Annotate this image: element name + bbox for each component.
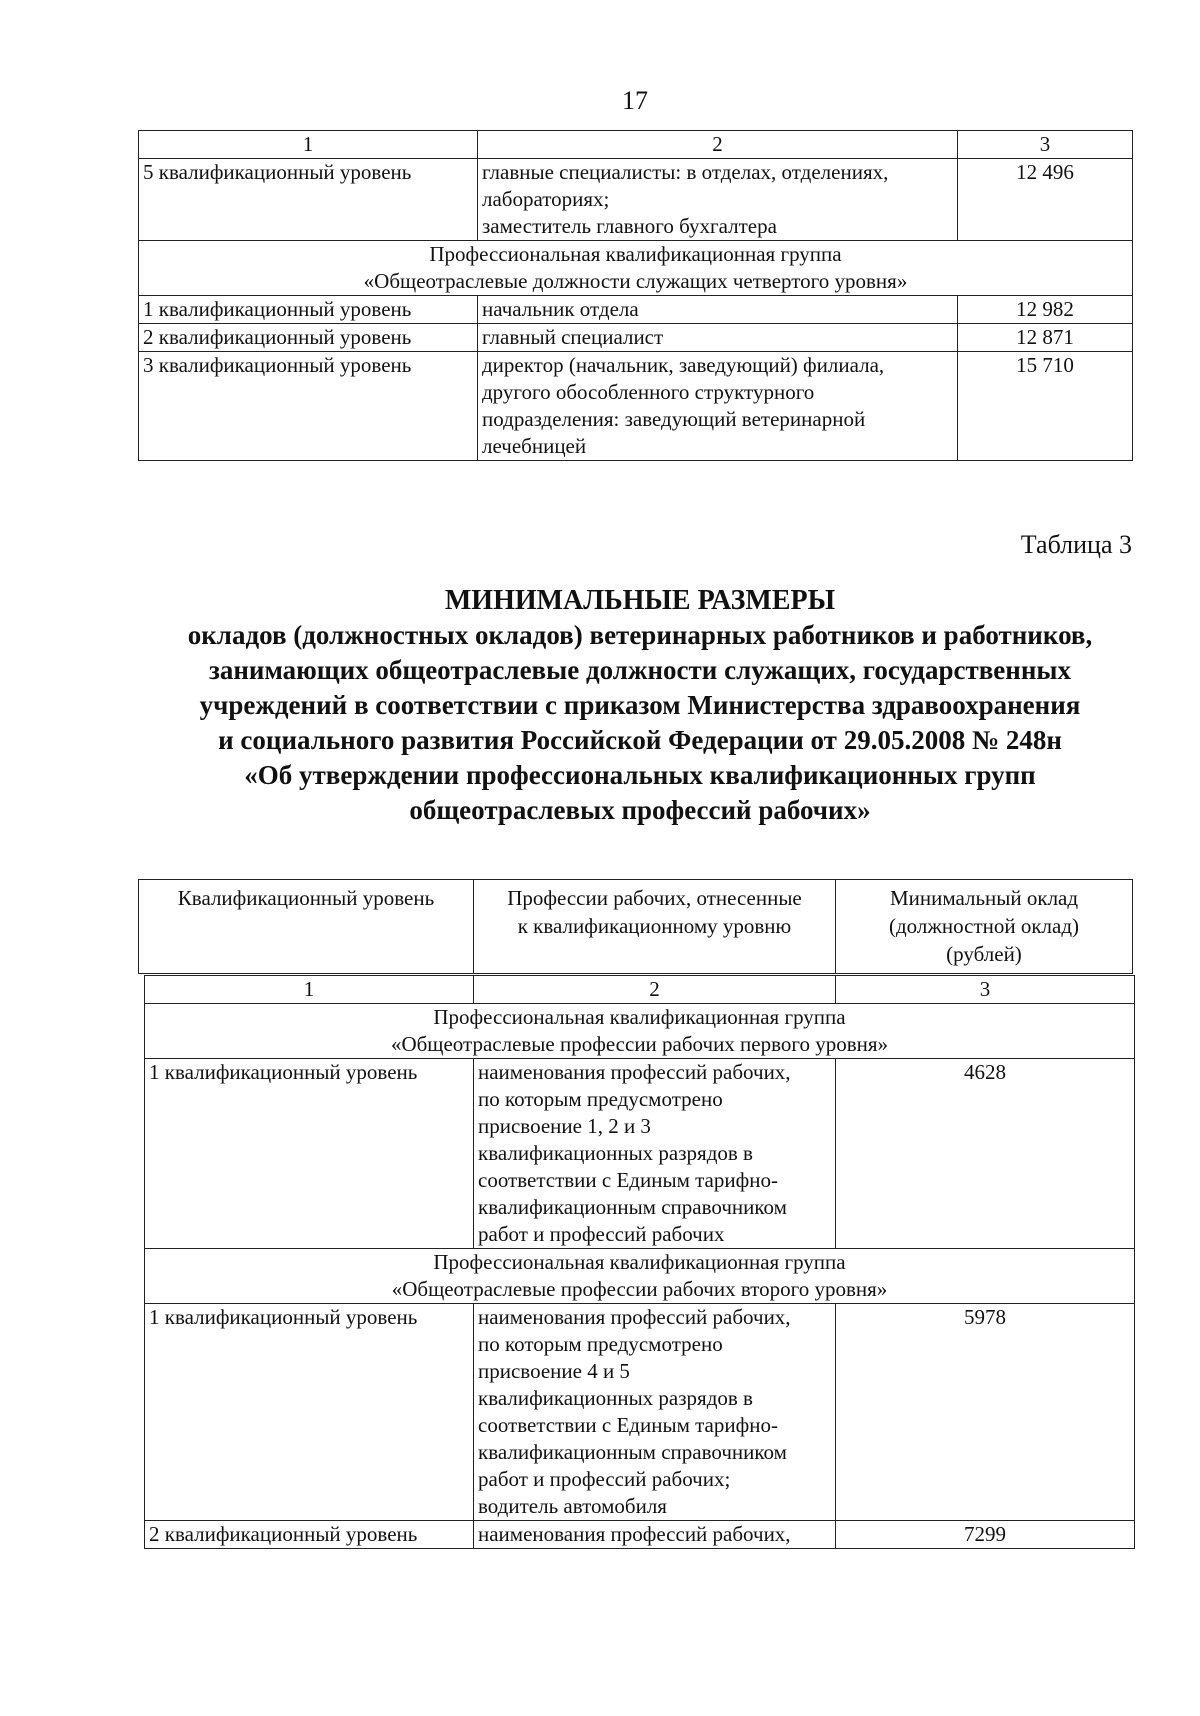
table3-body <box>144 975 1135 1549</box>
profession-line: соответствии с Единым тарифно- <box>478 1168 778 1192</box>
salary-value: 12 982 <box>958 296 1133 324</box>
professions-cell <box>474 1304 836 1521</box>
profession-line: квалификационных разрядов в <box>478 1386 753 1410</box>
table-row <box>145 1521 1135 1549</box>
profession-line: по которым предусмотрено <box>478 1087 723 1111</box>
title-line: и социального развития Российской Федерации от 29.05.2008 № 248н <box>218 725 1062 755</box>
table-row <box>145 1304 1135 1521</box>
positions-cell <box>478 159 958 241</box>
qualification-level: 3 квалификационный уровень <box>139 352 478 461</box>
profession-line: квалификационным справочником <box>478 1440 787 1464</box>
qualification-level: 2 квалификационный уровень <box>145 1521 474 1549</box>
title-line: учреждений в соответствии с приказом Министерства здравоохранения <box>199 690 1081 720</box>
profession-line: квалификационных разрядов в <box>478 1141 753 1165</box>
header-line: Минимальный оклад <box>889 886 1079 910</box>
qualification-level: 1 квалификационный уровень <box>145 1304 474 1521</box>
group-header-row <box>145 1004 1135 1059</box>
header-line: к квалификационному уровню <box>517 914 792 938</box>
header-line: (должностной оклад) <box>888 914 1080 938</box>
table-row <box>145 1059 1135 1249</box>
profession-line: квалификационным справочником <box>478 1195 787 1219</box>
group-header <box>145 1249 1135 1304</box>
profession-line: наименования профессий рабочих, <box>478 1060 791 1084</box>
qualification-level: 1 квалификационный уровень <box>139 296 478 324</box>
column-number: 2 <box>474 976 836 1004</box>
column-number: 3 <box>958 131 1133 159</box>
position-line: начальник отдела <box>482 297 639 321</box>
group-line: «Общеотраслевые профессии рабочих второго уровня» <box>391 1277 888 1301</box>
table3-header <box>138 879 1133 974</box>
profession-line: по которым предусмотрено <box>478 1332 723 1356</box>
positions-cell <box>478 296 958 324</box>
table-row <box>139 324 1133 352</box>
title-line: окладов (должностных окладов) ветеринарных работников и работников, <box>187 620 1093 650</box>
profession-line: работ и профессий рабочих <box>478 1222 725 1246</box>
profession-line: работ и профессий рабочих; <box>478 1467 731 1491</box>
group-line: «Общеотраслевые должности служащих четвертого уровня» <box>363 269 908 293</box>
column-number: 3 <box>836 976 1135 1004</box>
table-row <box>139 352 1133 461</box>
group-header-row <box>145 1249 1135 1304</box>
qualification-level: 5 квалификационный уровень <box>139 159 478 241</box>
group-line: Профессиональная квалификационная группа <box>433 1250 846 1274</box>
table-header-row <box>139 880 1133 974</box>
professions-cell <box>474 1521 836 1549</box>
header-line: Профессии рабочих, отнесенные <box>507 886 802 910</box>
qualification-level: 1 квалификационный уровень <box>145 1059 474 1249</box>
column-header-salary <box>836 880 1133 974</box>
position-line: главный специалист <box>482 325 664 349</box>
table-label: Таблица 3 <box>1020 530 1132 559</box>
position-line: лабораториях; <box>482 187 610 211</box>
position-line: подразделения: заведующий ветеринарной <box>482 407 866 431</box>
profession-line: соответствии с Единым тарифно- <box>478 1413 778 1437</box>
profession-line: водитель автомобиля <box>478 1494 667 1518</box>
group-header <box>139 241 1133 296</box>
group-header <box>145 1004 1135 1059</box>
salary-value: 12 871 <box>958 324 1133 352</box>
column-number: 2 <box>478 131 958 159</box>
header-line: (рублей) <box>946 942 1022 966</box>
title-line: занимающих общеотраслевые должности служащих, государственных <box>209 655 1071 685</box>
column-header-level <box>139 880 474 974</box>
position-line: лечебницей <box>482 434 587 458</box>
profession-line: наименования профессий рабочих, <box>478 1522 791 1546</box>
group-line: Профессиональная квалификационная группа <box>429 242 842 266</box>
profession-line: присвоение 1, 2 и 3 <box>478 1114 651 1138</box>
qualification-level: 2 квалификационный уровень <box>139 324 478 352</box>
positions-cell <box>478 352 958 461</box>
positions-table-continued <box>138 130 1133 461</box>
table-row <box>139 131 1133 159</box>
group-line: Профессиональная квалификационная группа <box>433 1005 846 1029</box>
professions-cell <box>474 1059 836 1249</box>
salary-value: 5978 <box>836 1304 1135 1521</box>
position-line: главные специалисты: в отделах, отделениях, <box>482 160 889 184</box>
table-row <box>139 296 1133 324</box>
table-title <box>150 583 1130 828</box>
salary-value: 15 710 <box>958 352 1133 461</box>
title-line: общеотраслевых профессий рабочих» <box>409 795 871 825</box>
column-number: 1 <box>145 976 474 1004</box>
salary-value: 4628 <box>836 1059 1135 1249</box>
page-number: 17 <box>622 86 648 115</box>
salary-value: 12 496 <box>958 159 1133 241</box>
profession-line: присвоение 4 и 5 <box>478 1359 630 1383</box>
position-line: директор (начальник, заведующий) филиала, <box>482 353 885 377</box>
column-header-professions <box>474 880 836 974</box>
table-row <box>145 976 1135 1004</box>
salary-value: 7299 <box>836 1521 1135 1549</box>
table-row <box>139 159 1133 241</box>
title-line: «Об утверждении профессиональных квалификационных групп <box>244 760 1036 790</box>
title-line: МИНИМАЛЬНЫЕ РАЗМЕРЫ <box>444 585 836 616</box>
position-line: другого обособленного структурного <box>482 380 815 404</box>
header-line: Квалификационный уровень <box>177 886 435 910</box>
positions-cell <box>478 324 958 352</box>
group-line: «Общеотраслевые профессии рабочих первого уровня» <box>390 1032 889 1056</box>
column-number: 1 <box>139 131 478 159</box>
group-header-row <box>139 241 1133 296</box>
position-line: заместитель главного бухгалтера <box>482 214 777 238</box>
profession-line: наименования профессий рабочих, <box>478 1305 791 1329</box>
